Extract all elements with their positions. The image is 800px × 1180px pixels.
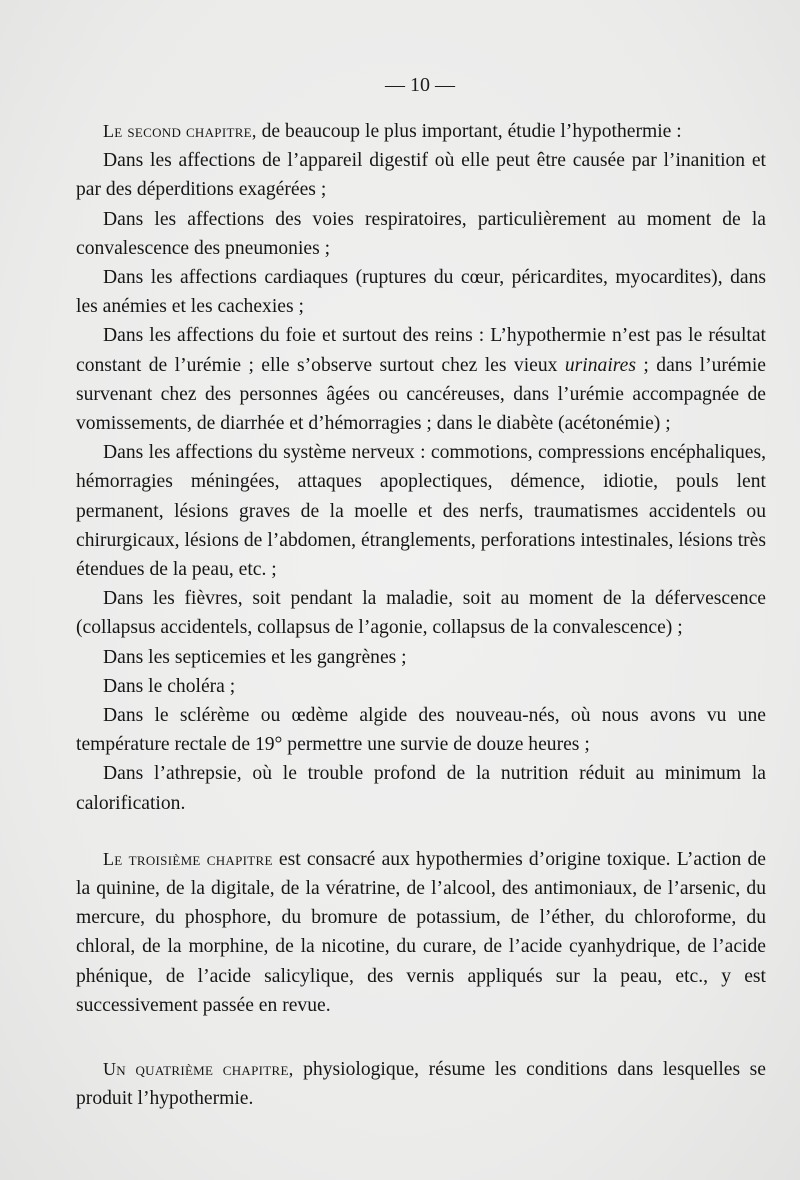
paragraph-text: ; dans l’urémie survenant chez des personnes âgées ou cancéreuses, dans l’urémie accompagnée de vomissements, de diarrhée et d’hémorragies ; dans le diabète (acétonémie) ; bbox=[76, 354, 766, 435]
paragraph-second-chapter bbox=[76, 117, 766, 146]
paragraph-septicemia: Dans les septicemies et les gangrènes ; bbox=[103, 646, 407, 668]
paragraph-athrepsia: Dans l’athrepsie, où le trouble profond de la nutrition réduit au minimum la calorification. bbox=[76, 763, 766, 814]
paragraph-respiratory: Dans les affections des voies respiratoires, particulièrement au moment de la convalescence des pneumonies ; bbox=[76, 208, 766, 259]
paragraph-liver-kidneys bbox=[76, 321, 766, 438]
paragraph-sclereme: Dans le sclérème ou œdème algide des nouveau-nés, où nous avons vu une température rectale de 19° permettre une survie de douze heures ; bbox=[76, 705, 766, 756]
small-caps-lead: Un quatrième chapitre, bbox=[103, 1059, 294, 1080]
paragraph-cholera: Dans le choléra ; bbox=[103, 675, 236, 697]
page-number: — 10 — bbox=[385, 74, 455, 96]
small-caps-lead: Le second chapitre, bbox=[103, 121, 257, 141]
paragraph-cardiac: Dans les affections cardiaques (ruptures du cœur, péricardites, myocardites), dans les anémies et les cachexies ; bbox=[76, 267, 766, 318]
paragraph-fevers: Dans les fièvres, soit pendant la maladie, soit au moment de la défervescence (collapsus accidentels, collapsus de l’agonie, collapsus de la convalescence) ; bbox=[76, 588, 766, 639]
small-caps-lead: Le troisième chapitre bbox=[103, 848, 273, 869]
paragraph-text: Dans les affections du foie et surtout des reins : L’hypothermie n’est pas le résultat constant de l’urémie ; elle s’observe surtout chez les vieux bbox=[76, 325, 766, 376]
page-body bbox=[76, 117, 766, 1114]
paragraph-fourth-chapter bbox=[76, 1055, 766, 1113]
paragraph-text: est consacré aux hypothermies d’origine toxique. L’action de la quinine, de la digitale, de la vératrine, de l’alcool, des antimoniaux, de l’arsenic, du mercure, du phosphore, du bromure de potassium, de l’éther, du chloroforme, du chloral, de la morphine, de la nicotine, du curare, de l’acide cyanhydrique, de l’acide phénique, de l’acide salicylique, des vernis appliqués sur la peau, etc., y est successivement passée en revue. bbox=[76, 848, 766, 1016]
italic-term: urinaires bbox=[564, 354, 636, 376]
paragraph-digestive: Dans les affections de l’appareil digestif où elle peut être causée par l’inanition et par des déperditions exagérées ; bbox=[76, 150, 766, 201]
paragraph-third-chapter bbox=[76, 845, 766, 1020]
paragraph-nervous-system: Dans les affections du système nerveux : commotions, compressions encéphaliques, hémorragies méningées, attaques apoplectiques, démence, idiotie, pouls lent permanent, lésions graves de la moelle et des nerfs, traumatismes accidentels ou chirurgicaux, lésions de l’abdomen, étranglements, perforations intestinales, lésions très étendues de la peau, etc. ; bbox=[76, 442, 766, 581]
paragraph-text: physiologique, résume les conditions dans lesquelles se produit l’hypothermie. bbox=[76, 1059, 767, 1110]
paragraph-text: de beaucoup le plus important, étudie l’hypothermie : bbox=[256, 121, 682, 142]
